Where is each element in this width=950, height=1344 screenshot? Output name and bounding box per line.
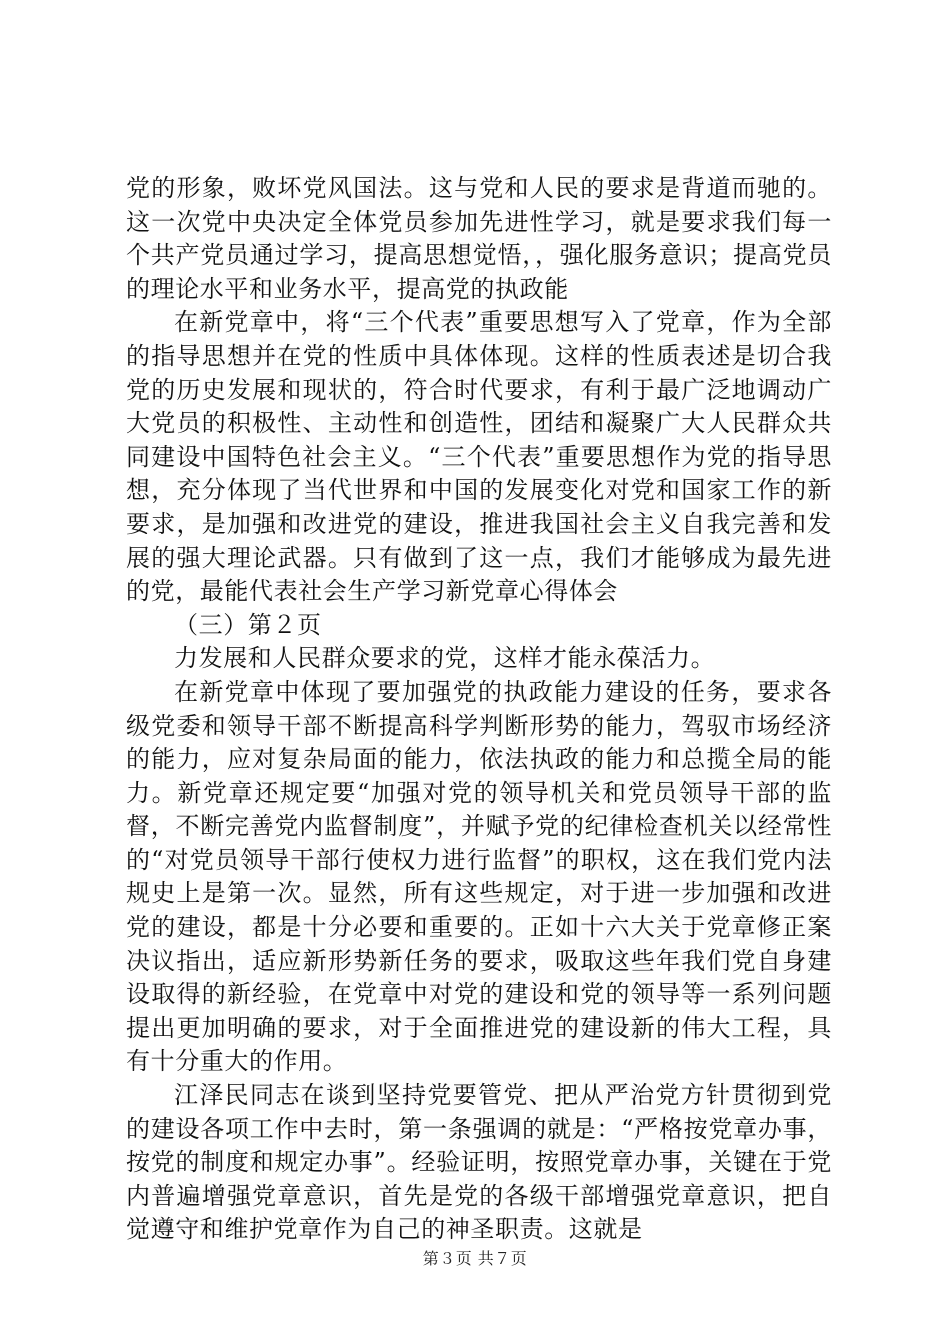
body-text xyxy=(126,172,832,1247)
page-footer: 第３页 共７页 xyxy=(422,1249,528,1268)
paragraph: 在新党章中体现了要加强党的执政能力建设的任务，要求各级党委和领导干部不断提高科学判断形势的能力，驾驭市场经济的能力，应对复杂局面的能力，依法执政的能力和总揽全局的能力。新党章还规定要“加强对党的领导机关和党员领导干部的监督，不断完善党内监督制度”，并赋予党的纪律检查机关以经常性的“对党员领导干部行使权力进行监督”的职权，这在我们党内法规史上是第一次。显然，所有这些规定，对于进一步加强和改进党的建设，都是十分必要和重要的。正如十六大关于党章修正案决议指出，适应新形势新任务的要求，吸取这些年我们党自身建设取得的新经验，在党章中对党的建设和党的领导等一系列问题提出更加明确的要求，对于全面推进党的建设新的伟大工程，具有十分重大的作用。 xyxy=(126,677,832,1076)
paragraph: 党的形象，败坏党风国法。这与党和人民的要求是背道而驰的。这一次党中央决定全体党员参加先进性学习，就是要求我们每一个共产党员通过学习，提高思想觉悟，，强化服务意识；提高党员的理论水平和业务水平，提高党的执政能 xyxy=(126,174,832,303)
section-heading: （三）第２页 xyxy=(174,610,322,639)
paragraph: 江泽民同志在谈到坚持党要管党、把从严治党方针贯彻到党的建设各项工作中去时，第一条强调的就是：“严格按党章办事，按党的制度和规定办事”。经验证明，按照党章办事，关键在于党内普遍增强党章意识，首先是党的各级干部增强党章意识，把自觉遵守和维护党章作为自己的神圣职责。这就是 xyxy=(126,1081,832,1244)
paragraph: 在新党章中，将“三个代表”重要思想写入了党章，作为全部的指导思想并在党的性质中具体体现。这样的性质表述是切合我党的历史发展和现状的，符合时代要求，有利于最广泛地调动广大党员的积极性、主动性和创造性，团结和凝聚广大人民群众共同建设中国特色社会主义。“三个代表”重要思想作为党的指导思想，充分体现了当代世界和中国的发展变化对党和国家工作的新要求，是加强和改进党的建设，推进我国社会主义自我完善和发展的强大理论武器。只有做到了这一点，我们才能够成为最先进的党，最能代表社会生产学习新党章心得体会 xyxy=(126,308,832,606)
paragraph: 力发展和人民群众要求的党，这样才能永葆活力。 xyxy=(174,644,716,673)
